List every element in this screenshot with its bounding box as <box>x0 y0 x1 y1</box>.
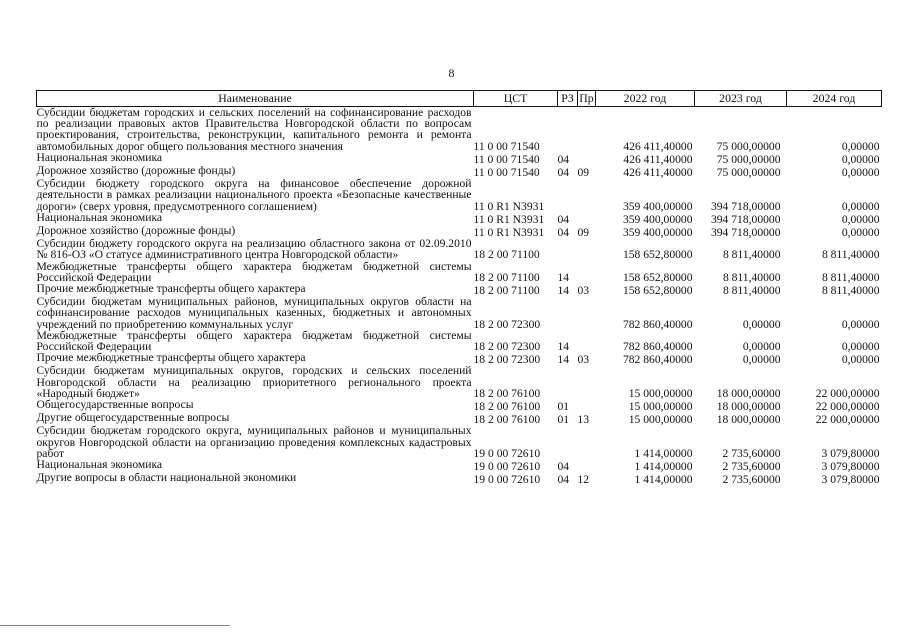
cell-y2024: 3 079,80000 <box>821 446 880 460</box>
cell-rz: 04 <box>557 152 570 166</box>
cell-y2023: 394 718,00000 <box>710 226 781 240</box>
cell-rz: 04 <box>557 226 570 240</box>
cell-rz: 01 <box>557 413 570 427</box>
cell-cst: 18 2 00 76100 <box>473 413 541 427</box>
cell-y2023: 18 000,00000 <box>716 413 781 427</box>
cell-rz: 14 <box>557 284 570 298</box>
cell-y2024: 0,00000 <box>841 199 880 213</box>
cell-rz <box>558 178 578 212</box>
cell-y2022: 1 414,00000 <box>634 460 693 474</box>
header-cst: ЦСТ <box>474 91 558 107</box>
table-row <box>37 425 882 459</box>
cell-y2022: 158 652,80000 <box>622 248 693 262</box>
cell-cst: 18 2 00 76100 <box>473 400 541 414</box>
page-number: 8 <box>448 66 455 80</box>
cell-y2022: 426 411,40000 <box>623 152 693 166</box>
footer-rule <box>0 625 230 626</box>
cell-y2024: 8 811,40000 <box>821 248 880 262</box>
table-row <box>37 330 882 352</box>
header-2024: 2024 год <box>787 91 882 107</box>
cell-rz <box>558 238 578 260</box>
cell-y2023: 18 000,00000 <box>716 400 781 414</box>
cell-cst: 11 0 00 71540 <box>473 152 540 166</box>
cell-cst: 18 2 00 71100 <box>473 284 540 298</box>
cell-rz: 04 <box>557 212 570 226</box>
cell-cst: 11 0 R1 N3931 <box>473 212 545 226</box>
cell-cst: 18 2 00 72300 <box>473 317 541 331</box>
cell-name: Общегосударственные вопросы <box>36 398 194 412</box>
table-row <box>37 296 882 330</box>
budget-table <box>36 90 882 486</box>
cell-pr <box>578 459 596 472</box>
cell-cst: 18 2 00 71100 <box>473 248 540 262</box>
table-row <box>37 365 882 399</box>
cell-pr <box>578 365 596 399</box>
cell-pr: 03 <box>577 353 590 367</box>
cell-cst: 11 0 00 71540 <box>473 166 540 180</box>
cell-name: Прочие межбюджетные трансферты общего характера <box>36 351 306 365</box>
cell-y2024: 3 079,80000 <box>821 460 880 474</box>
cell-rz: 04 <box>557 166 570 180</box>
cell-y2023: 8 811,40000 <box>722 248 781 262</box>
cell-y2023: 2 735,60000 <box>722 460 781 474</box>
cell-y2022: 158 652,80000 <box>622 270 693 284</box>
cell-y2023: 2 735,60000 <box>722 446 781 460</box>
cell-y2022: 782 860,40000 <box>622 317 693 331</box>
cell-y2022: 1 414,00000 <box>634 446 693 460</box>
table-row <box>37 261 882 283</box>
cell-cst: 19 0 00 72610 <box>473 473 541 487</box>
cell-pr <box>578 296 596 330</box>
cell-rz <box>558 365 578 399</box>
cell-name: Национальная экономика <box>36 150 163 164</box>
cell-cst: 18 2 00 76100 <box>473 386 541 400</box>
cell-y2022: 782 860,40000 <box>622 340 693 354</box>
cell-pr: 09 <box>577 166 590 180</box>
cell-y2023: 75 000,00000 <box>716 139 781 153</box>
table-row <box>37 472 882 485</box>
cell-y2022: 1 414,00000 <box>634 473 693 487</box>
cell-name: Дорожное хозяйство (дорожные фонды) <box>36 164 236 178</box>
cell-rz: 04 <box>557 473 570 487</box>
cell-cst: 18 2 00 72300 <box>473 353 541 367</box>
cell-y2022: 359 400,00000 <box>622 199 693 213</box>
cell-y2023: 75 000,00000 <box>716 166 781 180</box>
header-2023: 2023 год <box>695 91 787 107</box>
cell-name: Национальная экономика <box>36 458 163 472</box>
header-rz: РЗ <box>558 91 578 107</box>
header-pr: Пр <box>579 90 594 105</box>
cell-y2023: 18 000,00000 <box>716 386 781 400</box>
cell-name: Другие общегосударственные вопросы <box>36 411 230 425</box>
cell-name: Субсидии бюджетам муниципальных округов, городских и сельских поселений Новгородской области на реализацию приоритетного регионального проекта «Народный бюджет» <box>36 364 472 400</box>
cell-rz: 14 <box>557 340 570 354</box>
cell-y2022: 15 000,00000 <box>628 386 693 400</box>
cell-y2023: 0,00000 <box>742 317 781 331</box>
cell-y2024: 22 000,00000 <box>815 386 880 400</box>
cell-cst: 11 0 00 71540 <box>473 139 540 153</box>
cell-pr <box>578 399 596 412</box>
cell-y2022: 359 400,00000 <box>622 212 693 226</box>
cell-pr <box>578 152 596 165</box>
cell-name: Субсидии бюджетам муниципальных районов, муниципальных округов области на софинансирование расходов муниципальных казенных, бюджетных и автономных учреждений по приобретению коммунальных услуг <box>36 295 472 331</box>
cell-y2024: 0,00000 <box>841 340 880 354</box>
cell-y2022: 158 652,80000 <box>622 284 693 298</box>
cell-cst: 19 0 00 72610 <box>473 460 541 474</box>
cell-name: Межбюджетные трансферты общего характера бюджетам бюджетной системы Российской Федерации <box>36 328 472 354</box>
cell-pr <box>578 107 596 152</box>
cell-y2023: 75 000,00000 <box>716 152 781 166</box>
cell-y2022: 15 000,00000 <box>628 413 693 427</box>
cell-name: Национальная экономика <box>36 210 163 224</box>
cell-y2022: 15 000,00000 <box>628 400 693 414</box>
cell-cst: 18 2 00 72300 <box>473 340 541 354</box>
cell-y2024: 0,00000 <box>841 353 880 367</box>
cell-rz: 04 <box>557 460 570 474</box>
cell-y2024: 0,00000 <box>841 166 880 180</box>
cell-y2024: 0,00000 <box>841 139 880 153</box>
table-row <box>37 178 882 212</box>
table-row <box>37 107 882 152</box>
cell-pr <box>578 212 596 225</box>
cell-name: Дорожное хозяйство (дорожные фонды) <box>36 224 236 238</box>
cell-y2023: 8 811,40000 <box>722 270 781 284</box>
cell-rz <box>558 296 578 330</box>
cell-y2024: 22 000,00000 <box>815 413 880 427</box>
cell-y2023: 0,00000 <box>742 353 781 367</box>
cell-y2024: 3 079,80000 <box>821 473 880 487</box>
cell-y2022: 782 860,40000 <box>622 353 693 367</box>
header-2022: 2022 год <box>596 91 695 107</box>
cell-pr <box>578 238 596 260</box>
cell-name: Субсидии бюджетам городских и сельских поселений на софинансирование расходов по реализации правовых актов Правительства Новгородской области по вопросам проектирования, строительства, реконструкции, капитального ремонта и ремонта автомобильных дорог общего пользования местного значения <box>36 106 472 153</box>
cell-y2024: 0,00000 <box>841 317 880 331</box>
cell-y2023: 2 735,60000 <box>722 473 781 487</box>
cell-y2024: 0,00000 <box>841 212 880 226</box>
cell-cst: 11 0 R1 N3931 <box>473 226 545 240</box>
cell-y2024: 8 811,40000 <box>821 270 880 284</box>
cell-cst: 18 2 00 71100 <box>473 270 540 284</box>
cell-rz: 01 <box>557 400 570 414</box>
cell-rz: 14 <box>557 353 570 367</box>
cell-pr <box>578 425 596 459</box>
cell-y2023: 394 718,00000 <box>710 212 781 226</box>
cell-pr: 12 <box>577 473 590 487</box>
cell-cst: 11 0 R1 N3931 <box>473 199 545 213</box>
table-header-row <box>37 91 882 107</box>
cell-name: Другие вопросы в области национальной экономики <box>36 471 297 485</box>
cell-y2023: 394 718,00000 <box>710 199 781 213</box>
cell-rz <box>558 107 578 152</box>
cell-name: Прочие межбюджетные трансферты общего характера <box>36 282 306 296</box>
cell-pr <box>578 178 596 212</box>
header-name: Наименование <box>37 91 474 107</box>
cell-y2022: 426 411,40000 <box>623 166 693 180</box>
cell-rz: 14 <box>557 270 570 284</box>
cell-name: Субсидии бюджетам городского округа, муниципальных районов и муниципальных округов Новгородской области на организацию проведения комплексных кадастровых работ <box>36 424 472 460</box>
cell-pr <box>578 261 596 283</box>
cell-y2023: 8 811,40000 <box>722 284 781 298</box>
table-row <box>37 238 882 260</box>
cell-y2024: 22 000,00000 <box>815 400 880 414</box>
cell-y2022: 359 400,00000 <box>622 226 693 240</box>
cell-name: Субсидии бюджету городского округа на реализацию областного закона от 02.09.2010 № 816-ОЗ «О статусе административного центра Новгородской области» <box>36 237 472 262</box>
cell-pr: 13 <box>577 413 590 427</box>
cell-y2023: 0,00000 <box>742 340 781 354</box>
cell-rz <box>558 425 578 459</box>
cell-pr: 09 <box>577 226 590 240</box>
cell-name: Межбюджетные трансферты общего характера бюджетам бюджетной системы Российской Федерации <box>36 259 472 284</box>
cell-name: Субсидии бюджету городского округа на финансовое обеспечение дорожной деятельности в рамках реализации национального проекта «Безопасные качественные дороги» (сверх уровня, предусмотренного соглашением) <box>36 177 472 213</box>
cell-y2024: 0,00000 <box>841 152 880 166</box>
cell-y2024: 8 811,40000 <box>821 284 880 298</box>
cell-pr <box>578 330 596 352</box>
cell-pr: 03 <box>577 284 590 298</box>
cell-y2022: 426 411,40000 <box>623 139 693 153</box>
cell-cst: 19 0 00 72610 <box>473 446 541 460</box>
cell-y2024: 0,00000 <box>841 226 880 240</box>
